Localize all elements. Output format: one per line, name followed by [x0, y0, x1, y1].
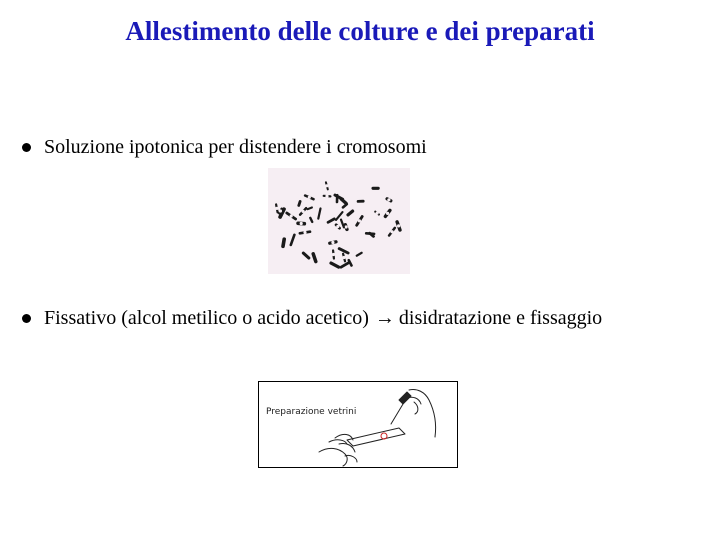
hands-pipette-icon	[259, 382, 457, 467]
centromere-mark	[302, 210, 305, 213]
centromere-mark	[386, 212, 389, 215]
centromere-mark	[387, 198, 390, 201]
chromosome-mark	[308, 208, 312, 210]
chromosome-spread-image	[268, 168, 410, 274]
chromosome-mark	[331, 263, 339, 267]
centromere-mark	[300, 222, 303, 225]
bullet-hypotonic	[22, 135, 427, 159]
centromere-mark	[376, 212, 379, 215]
slide-preparation-image	[258, 381, 458, 468]
slide-caption: Preparazione vetrini	[266, 407, 357, 417]
chromosome-mark	[349, 260, 352, 265]
chromosome-mark	[328, 219, 334, 222]
centromere-mark	[275, 207, 278, 210]
centromere-mark	[345, 225, 348, 228]
bullet-text-after: disidratazione e fissaggio	[398, 307, 603, 329]
centromere-mark	[279, 209, 282, 212]
right-arrow-icon: →	[374, 307, 395, 329]
bullet-fixative	[22, 306, 602, 330]
centromere-mark	[397, 224, 400, 227]
chromosome-mark	[341, 199, 346, 203]
centromere-mark	[325, 195, 328, 198]
centromere-mark	[303, 231, 306, 234]
chromosome-mark	[341, 263, 348, 267]
chromosome-mark	[313, 254, 316, 262]
chromosome-mark	[339, 249, 348, 253]
chromosome-mark	[310, 218, 312, 222]
centromere-mark	[332, 253, 335, 256]
centromere-mark	[308, 196, 311, 199]
bullet-dot-icon	[22, 143, 31, 152]
bullet-dot-icon	[22, 314, 31, 323]
chromosome-mark	[283, 239, 284, 246]
chromosome-mark	[318, 209, 320, 219]
chromosome-mark	[348, 211, 353, 215]
centromere-mark	[336, 225, 339, 228]
chromosome-mark	[291, 235, 295, 245]
chromosomes-icon	[268, 168, 410, 274]
chromosome-mark	[303, 253, 308, 258]
centromere-mark	[325, 184, 328, 187]
centromere-mark	[331, 241, 334, 244]
chromosome-mark	[357, 253, 362, 256]
chromosome-mark	[341, 220, 344, 228]
centromere-mark	[390, 230, 393, 233]
centromere-mark	[290, 214, 293, 217]
slide-title: Allestimento delle colture e dei preparati	[125, 16, 595, 46]
bullet-text-before: Fissativo (alcol metilico o acido acetico)	[44, 307, 369, 329]
chromosome-mark	[366, 233, 374, 234]
centromere-mark	[358, 219, 361, 222]
chromosome-mark	[299, 201, 300, 205]
bullet-text: Soluzione ipotonica per distendere i cromosomi	[44, 136, 427, 158]
centromere-mark	[342, 256, 345, 259]
